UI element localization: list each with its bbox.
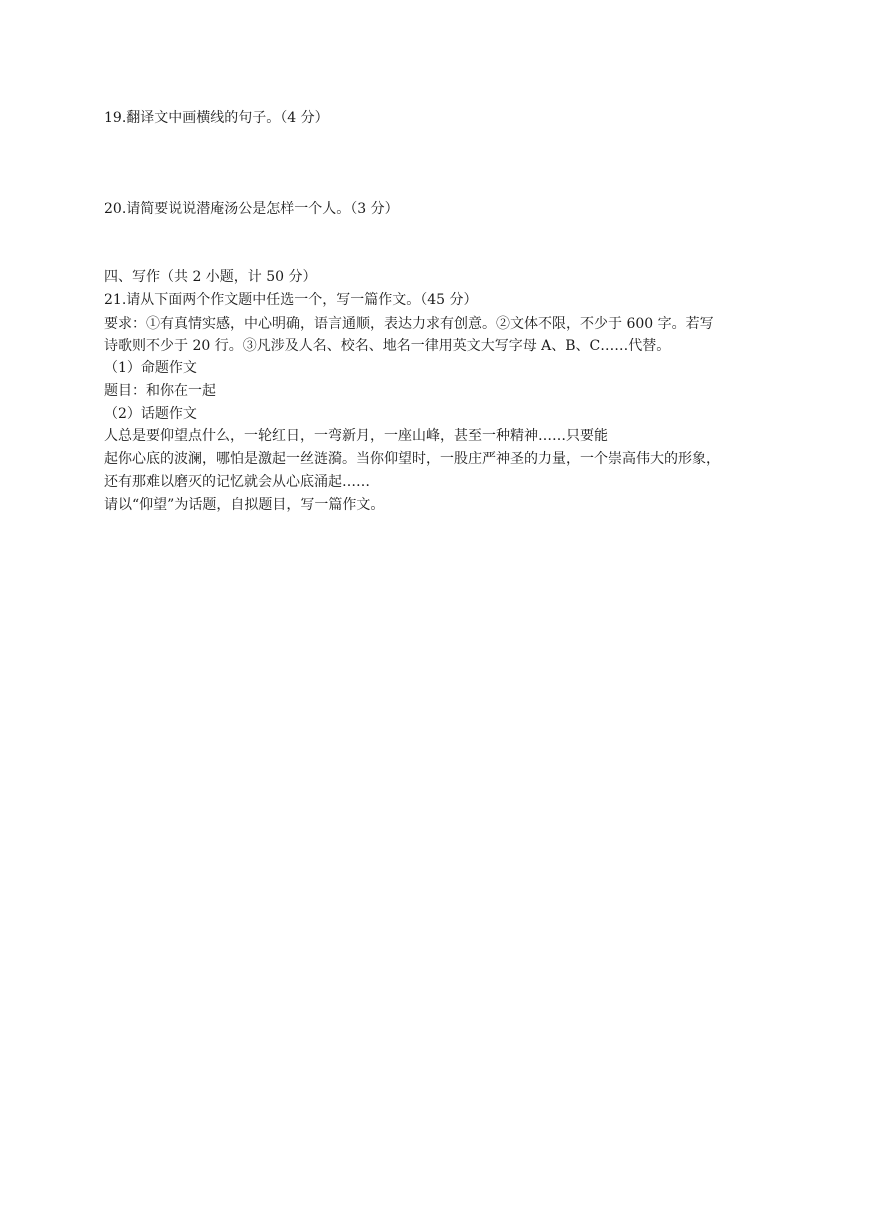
question-20: 20.请简要说说潜庵汤公是怎样一个人。（3 分）	[104, 201, 399, 217]
requirements-line-1: 要求：①有真情实感，中心明确，语言通顺，表达力求有创意。②文体不限，不少于 600 字。若写	[104, 316, 714, 332]
option-2-text-line-3: 还有那难以磨灭的记忆就会从心底涌起……	[104, 474, 370, 490]
option-2-label: （2）话题作文	[104, 406, 197, 422]
option-2-prompt: 请以“仰望”为话题，自拟题目，写一篇作文。	[104, 497, 385, 513]
option-1-label: （1）命题作文	[104, 360, 197, 376]
requirements-line-2: 诗歌则不少于 20 行。③凡涉及人名、校名、地名一律用英文大写字母 A、B、C……代替。	[104, 338, 671, 354]
question-19: 19.翻译文中画横线的句子。（4 分）	[104, 110, 329, 126]
question-21: 21.请从下面两个作文题中任选一个，写一篇作文。（45 分）	[104, 292, 478, 308]
option-1-title: 题目：和你在一起	[104, 383, 216, 399]
option-2-text-line-2: 起你心底的波澜，哪怕是激起一丝涟漪。当你仰望时，一股庄严神圣的力量，一个崇高伟大的形象，	[104, 451, 720, 467]
option-2-text-line-1: 人总是要仰望点什么，一轮红日，一弯新月，一座山峰，甚至一种精神……只要能	[104, 428, 608, 444]
section-heading-writing: 四、写作（共 2 小题，计 50 分）	[104, 269, 317, 285]
